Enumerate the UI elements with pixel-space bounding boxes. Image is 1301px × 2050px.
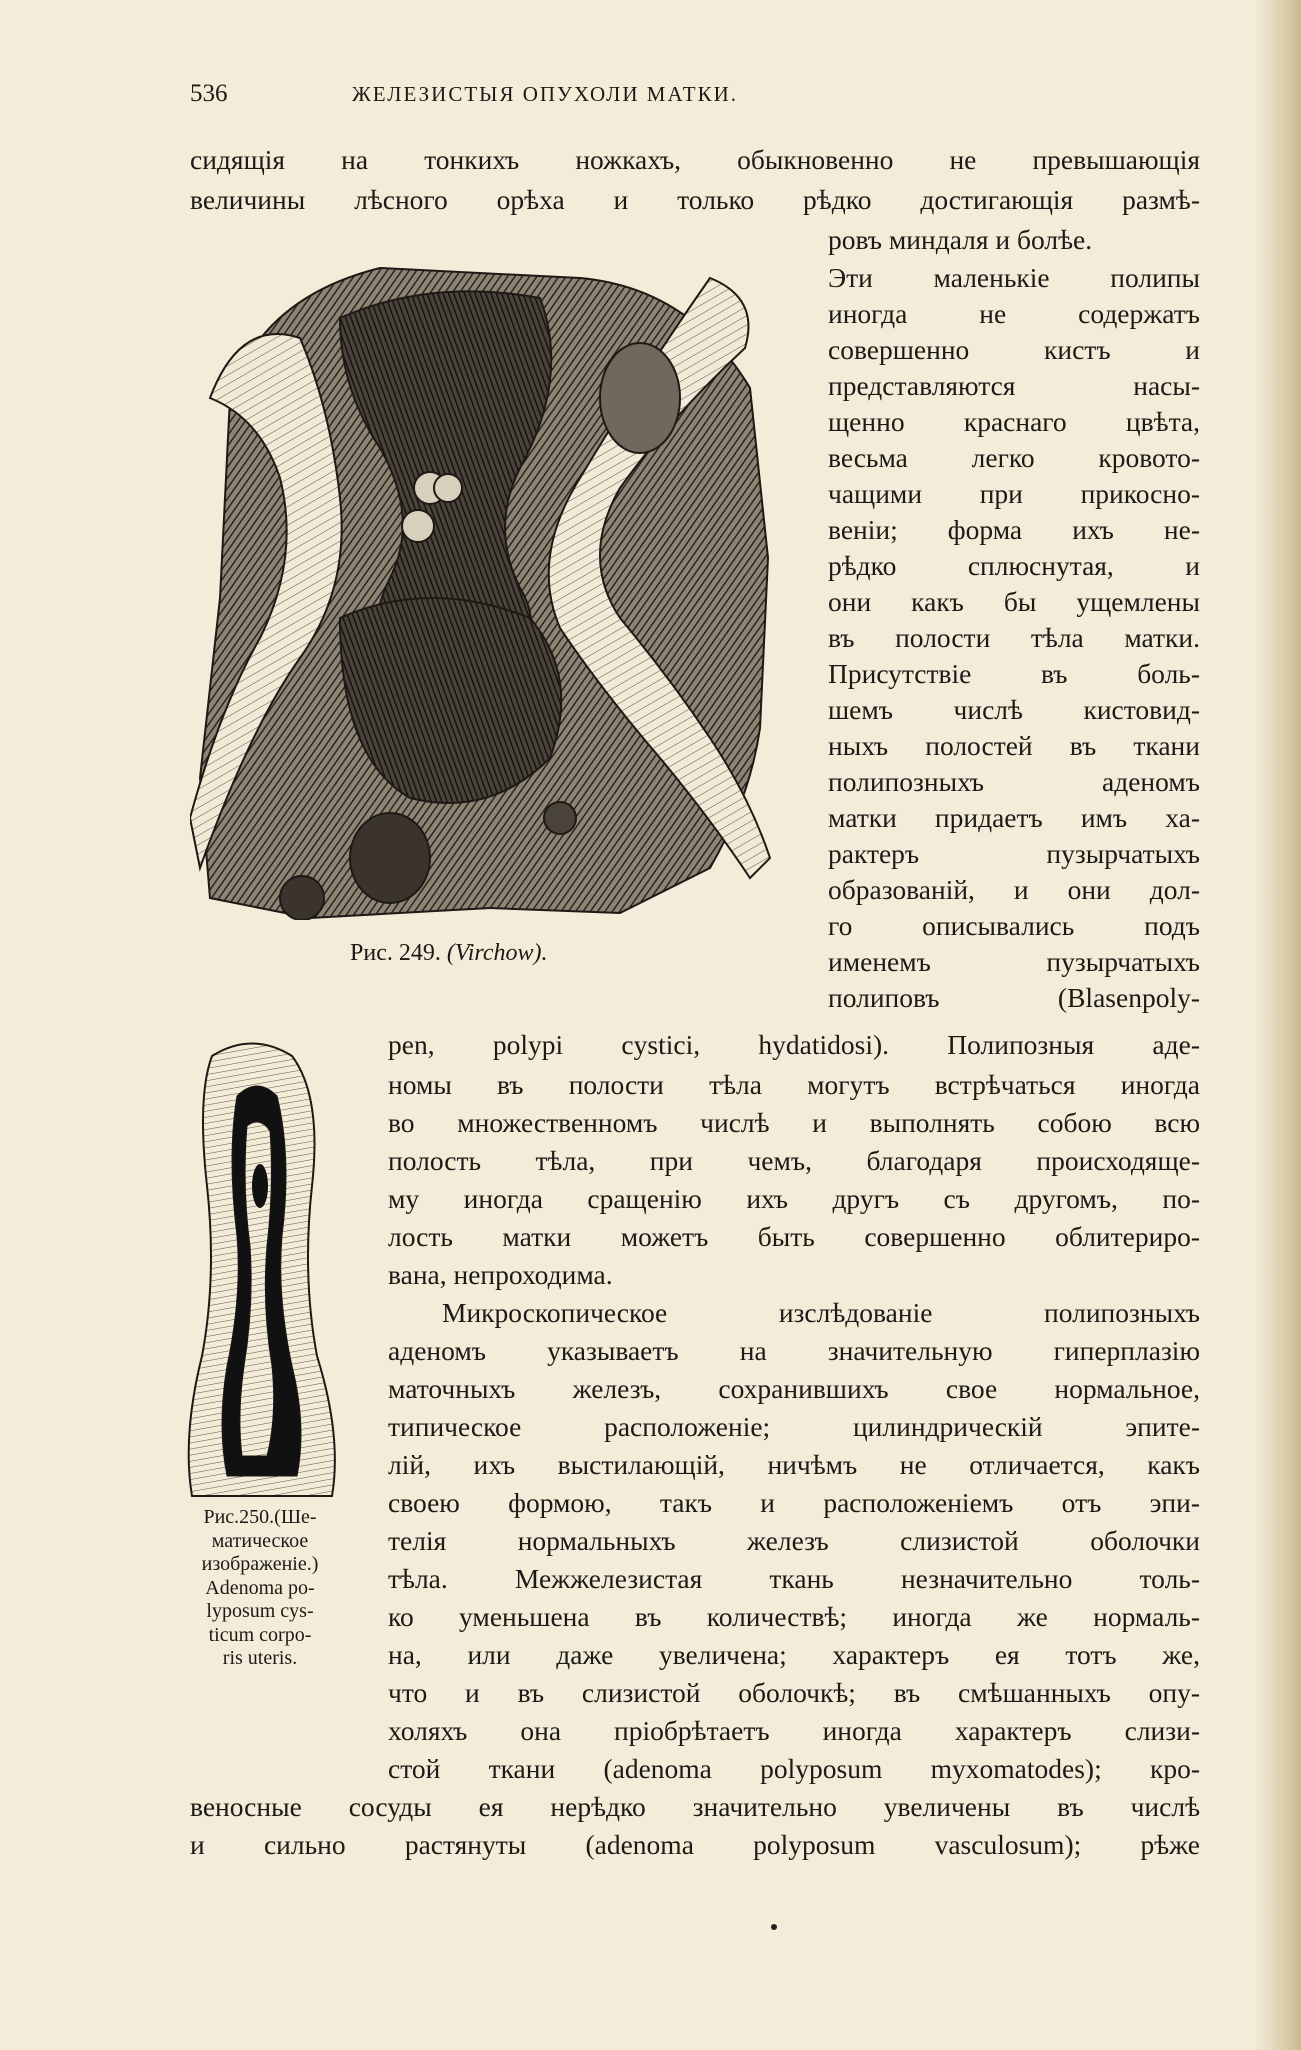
- running-head: ЖЕЛЕЗИСТЫЯ ОПУХОЛИ МАТКИ.: [351, 82, 739, 106]
- figure-250-caption-line: lyposum cys-: [206, 1600, 314, 1622]
- figure-249-illustration: [190, 258, 780, 920]
- text-line: маточныхъ железъ, сохранившихъ свое нормальное,: [388, 1373, 1200, 1404]
- figure-250-caption: [172, 1506, 348, 1671]
- text-line: лость матки можетъ быть совершенно облитериро-: [388, 1221, 1200, 1252]
- text-line: и сильно растянуты (adenoma polyposum vasculosum); рѣже: [190, 1829, 1200, 1860]
- ink-speck: [771, 1924, 777, 1930]
- text-line: типическое расположеніе; цилиндрическій эпите-: [388, 1411, 1200, 1442]
- page-number: 536: [190, 80, 228, 107]
- text-line: холяхъ она пріобрѣтаетъ иногда характеръ слизи-: [388, 1715, 1200, 1746]
- figure-250-caption-line: Рис.250.(Ше-: [203, 1506, 317, 1528]
- text-line: они какъ бы ущемлены: [828, 586, 1200, 617]
- text-line: аденомъ указываетъ на значительную гиперплазію: [388, 1335, 1200, 1366]
- figure-249-caption: [350, 940, 547, 967]
- text-line: Присутствіе въ боль-: [828, 658, 1200, 689]
- text-line: полиповъ (Blasenpoly-: [828, 982, 1200, 1013]
- text-line: полость тѣла, при чемъ, благодаря происходяще-: [388, 1145, 1200, 1176]
- text-line: Микроскопическое изслѣдованіе полипозныхъ: [442, 1297, 1200, 1328]
- figure-250-illustration: [182, 1036, 342, 1502]
- text-line: му иногда сращенію ихъ другъ съ другомъ, по-: [388, 1183, 1200, 1214]
- text-line: вана, непроходима.: [388, 1259, 613, 1290]
- text-line: телія нормальныхъ железъ слизистой оболочки: [388, 1525, 1200, 1556]
- text-line: шемъ числѣ кистовид-: [828, 694, 1200, 725]
- text-line: щенно краснаго цвѣта,: [828, 406, 1200, 437]
- text-line: иногда не содержатъ: [828, 298, 1200, 329]
- text-line: ровъ миндаля и болѣе.: [828, 224, 1093, 255]
- figure-250-caption-line: Adenoma po-: [205, 1576, 315, 1599]
- figure-250-caption-line: изображеніе.): [201, 1553, 319, 1575]
- text-line: что и въ слизистой оболочкѣ; въ смѣшанныхъ опу-: [388, 1677, 1200, 1708]
- text-line: въ полости тѣла матки.: [828, 622, 1200, 653]
- text-line: веніи; форма ихъ не-: [828, 514, 1200, 545]
- text-line: рактеръ пузырчатыхъ: [828, 838, 1200, 869]
- text-line: величины лѣсного орѣха и только рѣдко достигающія размѣ-: [190, 184, 1200, 215]
- text-line: во множественномъ числѣ и выполнять собою всю: [388, 1107, 1200, 1138]
- text-line: pen, polypi cystici, hydatidosi). Полипозныя аде-: [388, 1029, 1200, 1060]
- text-line: рѣдко сплюснутая, и: [828, 550, 1200, 581]
- text-line: чащими при прикосно-: [828, 478, 1200, 509]
- text-line: го описывались подъ: [828, 910, 1200, 941]
- text-line: совершенно кистъ и: [828, 334, 1200, 365]
- text-line: номы въ полости тѣла могутъ встрѣчаться иногда: [388, 1069, 1200, 1100]
- text-line: полипозныхъ аденомъ: [828, 766, 1200, 797]
- text-line: ко уменьшена въ количествѣ; иногда же нормаль-: [388, 1601, 1200, 1632]
- figure-250-caption-line: ris uteris.: [222, 1647, 298, 1669]
- text-line: веносные сосуды ея нерѣдко значительно увеличены въ числѣ: [190, 1791, 1200, 1822]
- text-line: на, или даже увеличена; характеръ ея тотъ же,: [388, 1639, 1200, 1670]
- text-line: тѣла. Межжелезистая ткань незначительно толь-: [388, 1563, 1200, 1594]
- figure-250-caption-line: ticum corpo-: [208, 1623, 312, 1646]
- text-line: весьма легко кровото-: [828, 442, 1200, 473]
- text-line: Эти маленькіе полипы: [828, 262, 1200, 293]
- text-line: сидящія на тонкихъ ножкахъ, обыкновенно не превышающія: [190, 144, 1200, 175]
- text-line: матки придаетъ имъ ха-: [828, 802, 1200, 833]
- figure-249-author: (Virchow).: [446, 940, 548, 966]
- text-line: своею формою, такъ и расположеніемъ отъ эпи-: [388, 1487, 1200, 1518]
- text-line: образованій, и они дол-: [828, 874, 1200, 905]
- figure-249-label: Рис. 249.: [350, 940, 441, 966]
- page-edge-shadow: [1255, 0, 1301, 2050]
- text-line: ныхъ полостей въ ткани: [828, 730, 1200, 761]
- figure-250-caption-line: матическое: [211, 1529, 309, 1552]
- text-line: именемъ пузырчатыхъ: [828, 946, 1200, 977]
- text-line: представляются насы-: [828, 370, 1200, 401]
- text-line: лій, ихъ выстилающій, ничѣмъ не отличается, какъ: [388, 1449, 1200, 1480]
- page-header: [190, 80, 900, 112]
- text-line: стой ткани (adenoma polyposum myxomatodes); кро-: [388, 1753, 1200, 1784]
